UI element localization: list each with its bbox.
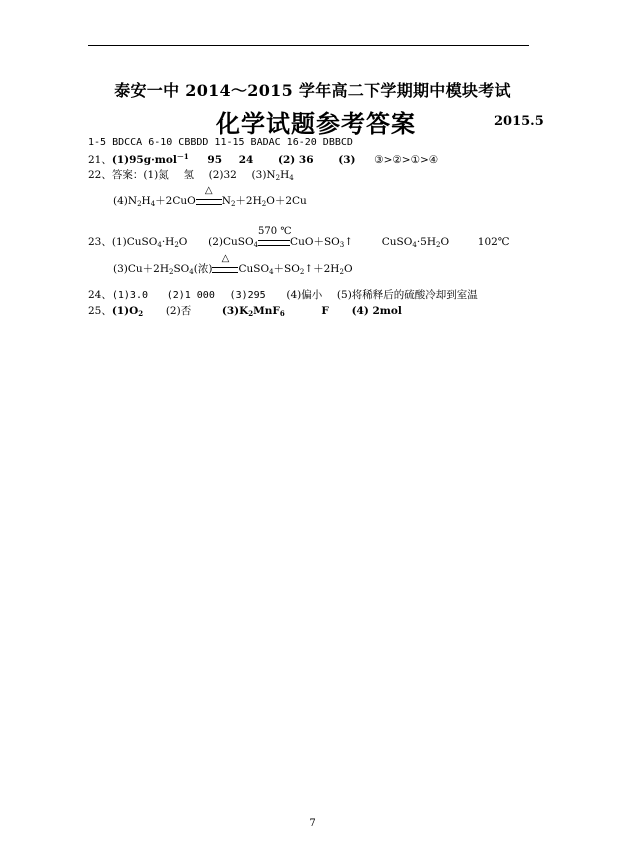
q22-part2: (2)32 bbox=[208, 169, 237, 181]
q22-part3-mid: H bbox=[280, 169, 290, 181]
q22-part3-sub1: 2 bbox=[275, 174, 281, 182]
q23-part3-product: CuSO bbox=[238, 263, 270, 275]
q23-part3-sub2: 4 bbox=[189, 268, 194, 276]
q21-part2: (2) 36 bbox=[278, 154, 314, 166]
q22-eq-prefix: (4)N bbox=[113, 195, 138, 207]
q23-part2-sub2: 3 bbox=[339, 241, 345, 249]
exam-date: 2015.5 bbox=[494, 114, 544, 129]
school-title: 泰安一中 2014～2015 学年高二下学期期中模块考试 bbox=[114, 81, 511, 100]
q24-part5: (5)将稀释后的硫酸冷却到室温 bbox=[336, 289, 478, 301]
q25-part3: (3)K bbox=[221, 305, 249, 317]
q23-part3-sub1: 2 bbox=[169, 268, 174, 276]
q22-eq-sub2: 4 bbox=[150, 200, 156, 208]
q23-part3-sub5: 2 bbox=[339, 268, 344, 276]
q22-part3-sub2: 4 bbox=[289, 174, 294, 182]
q23-part1-sub: 4 bbox=[157, 241, 162, 249]
q22-condition-equals bbox=[196, 185, 222, 208]
q22-eq-rest2: O＋2Cu bbox=[266, 195, 307, 207]
q22-eq-mid: ＋2CuO bbox=[155, 195, 196, 207]
q21-part1-sup: －1 bbox=[176, 152, 189, 161]
q23-part3-mid: SO bbox=[173, 263, 190, 275]
q23-condition-equals2 bbox=[212, 253, 238, 276]
q23-part2-sub: 4 bbox=[253, 241, 259, 249]
q21-value2: 95 bbox=[207, 154, 223, 166]
q22-equation bbox=[113, 185, 307, 208]
answer-24 bbox=[88, 287, 478, 302]
q23-part3-conc: (浓) bbox=[193, 263, 213, 275]
q25-part3-sub1: 2 bbox=[248, 309, 254, 318]
q24-part4: (4)偏小 bbox=[286, 289, 323, 301]
q25-part1-sub: 2 bbox=[138, 309, 144, 318]
q21-part3: (3) bbox=[338, 154, 356, 166]
q21-part1: (1)95g·mol bbox=[111, 154, 177, 166]
q25-part3-sub2: 6 bbox=[279, 309, 285, 318]
q25-part1: (1)O bbox=[111, 305, 139, 317]
q22-eq-n: N bbox=[221, 195, 231, 207]
q21-number: 21、 bbox=[88, 154, 112, 166]
q23-part3: (3)Cu＋2H bbox=[113, 263, 170, 275]
q21-value3: 24 bbox=[238, 154, 254, 166]
q24-part2: (2)1 000 bbox=[166, 290, 215, 301]
answer-22 bbox=[88, 167, 294, 182]
q22-part1: (1)氮 bbox=[143, 169, 169, 181]
q25-part3-mid: MnF bbox=[253, 305, 280, 317]
q24-part3: (3)295 bbox=[229, 290, 266, 301]
q22-label: 答案： bbox=[111, 169, 144, 181]
answer-23 bbox=[88, 226, 510, 249]
q23-condition-temp: 570 ℃ bbox=[258, 226, 292, 237]
q23-part1: (1)CuSO bbox=[111, 236, 158, 248]
q23-part3-sub4: 2 bbox=[299, 268, 305, 276]
heat-triangle-icon: △ bbox=[221, 253, 230, 264]
q24-part1: (1)3.0 bbox=[111, 290, 148, 301]
q23-part2: (2)CuSO bbox=[208, 236, 254, 248]
q25-part3b: F bbox=[321, 305, 329, 317]
q23-part2c: 102℃ bbox=[477, 236, 510, 248]
heat-triangle-icon: △ bbox=[204, 185, 213, 196]
q25-part2: (2)否 bbox=[165, 305, 192, 317]
q23-part1-sub2: 2 bbox=[174, 241, 179, 249]
q23-part3-end: O bbox=[343, 263, 353, 275]
main-title: 化学试题参考答案 bbox=[216, 109, 416, 138]
q23-number: 23、 bbox=[88, 236, 112, 248]
q22-part1b: 氢 bbox=[183, 169, 194, 181]
q23-part2b-sub2: 2 bbox=[436, 241, 441, 249]
q21-order: ③>②>①>④ bbox=[374, 154, 439, 166]
q23-part1-rest: ·H bbox=[161, 236, 175, 248]
q23-part2b-sub: 4 bbox=[412, 241, 417, 249]
q22-eq-h: H bbox=[141, 195, 151, 207]
q23-equation bbox=[113, 253, 353, 276]
q23-condition-equals bbox=[258, 226, 292, 249]
q25-number: 25、 bbox=[88, 305, 112, 317]
q23-part2b: CuSO bbox=[381, 236, 413, 248]
q23-part3-sub3: 4 bbox=[269, 268, 274, 276]
choice-answers: 1-5 BDCCA 6-10 CBBDD 11-15 BADAC 16-20 DBBCD bbox=[88, 137, 353, 148]
q23-part1-end: O bbox=[178, 236, 188, 248]
q22-eq-h2o-sub: 2 bbox=[261, 200, 267, 208]
q22-eq-sub1: 2 bbox=[137, 200, 142, 208]
page-number: 7 bbox=[309, 818, 316, 829]
q23-part2-rest: CuO＋SO bbox=[290, 236, 340, 248]
q22-eq-n-sub: 2 bbox=[230, 200, 236, 208]
q22-number: 22、 bbox=[88, 169, 112, 181]
q23-part2b-end: O bbox=[440, 236, 450, 248]
header-rule bbox=[88, 45, 529, 46]
q24-number: 24、 bbox=[88, 289, 112, 301]
q23-part2b-rest: ·5H bbox=[416, 236, 436, 248]
q25-part4: (4) 2mol bbox=[351, 305, 402, 317]
q23-part3-plus: ＋SO bbox=[273, 263, 300, 275]
answer-21 bbox=[88, 152, 438, 167]
q22-part3: (3)N bbox=[251, 169, 276, 181]
answer-25 bbox=[88, 303, 402, 318]
q23-part3-arrow: ↑＋2H bbox=[304, 263, 340, 275]
q22-eq-rest1: ＋2H bbox=[235, 195, 262, 207]
gas-arrow-icon: ↑ bbox=[344, 236, 354, 248]
